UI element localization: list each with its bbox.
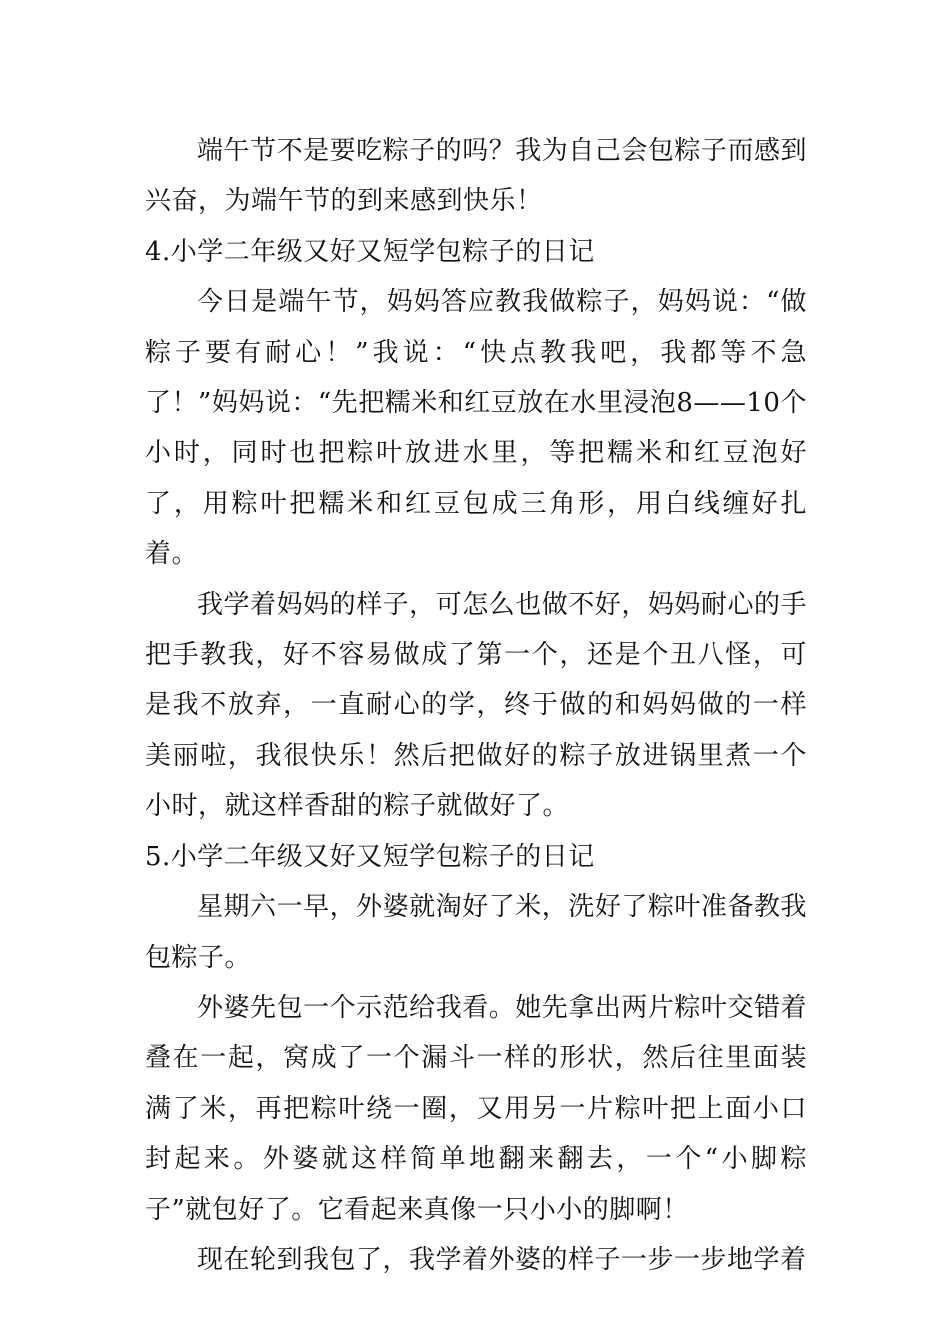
paragraph-2: 今日是端午节，妈妈答应教我做粽子，妈妈说：“做粽子要有耐心！”我说：“快点教我吧，我都等不急了！”妈妈说：“先把糯米和红豆放在水里浸泡8——10个小时，同时也把粽叶放进水里，等把糯米和红豆泡好了，用粽叶把糯米和红豆包成三角形，用白线缠好扎着。 — [145, 287, 807, 570]
paragraph-1: 端午节不是要吃粽子的吗？我为自己会包粽子而感到兴奋，为端午节的到来感到快乐！ — [145, 136, 807, 217]
document-body — [145, 126, 807, 1285]
paragraph-5: 外婆先包一个示范给我看。她先拿出两片粽叶交错着叠在一起，窝成了一个漏斗一样的形状，然后往里面装满了米，再把粽叶绕一圈，又用另一片粽叶把上面小口封起来。外婆就这样简单地翻来翻去，一个“小脚粽子”就包好了。它看起来真像一只小小的脚啊！ — [145, 992, 807, 1225]
paragraph-4: 星期六一早，外婆就淘好了米，洗好了粽叶准备教我包粽子。 — [145, 892, 807, 973]
section-heading-4: 4.小学二年级又好又短学包粽子的日记 — [145, 236, 595, 267]
section-heading-5: 5.小学二年级又好又短学包粽子的日记 — [145, 841, 595, 872]
paragraph-3: 我学着妈妈的样子，可怎么也做不好，妈妈耐心的手把手教我，好不容易做成了第一个，还是个丑八怪，可是我不放弃，一直耐心的学，终于做的和妈妈做的一样美丽啦，我很快乐！然后把做好的粽子放进锅里煮一个小时，就这样香甜的粽子就做好了。 — [145, 589, 807, 822]
paragraph-6: 现在轮到我包了，我学着外婆的样子一步一步地学着 — [197, 1244, 807, 1275]
